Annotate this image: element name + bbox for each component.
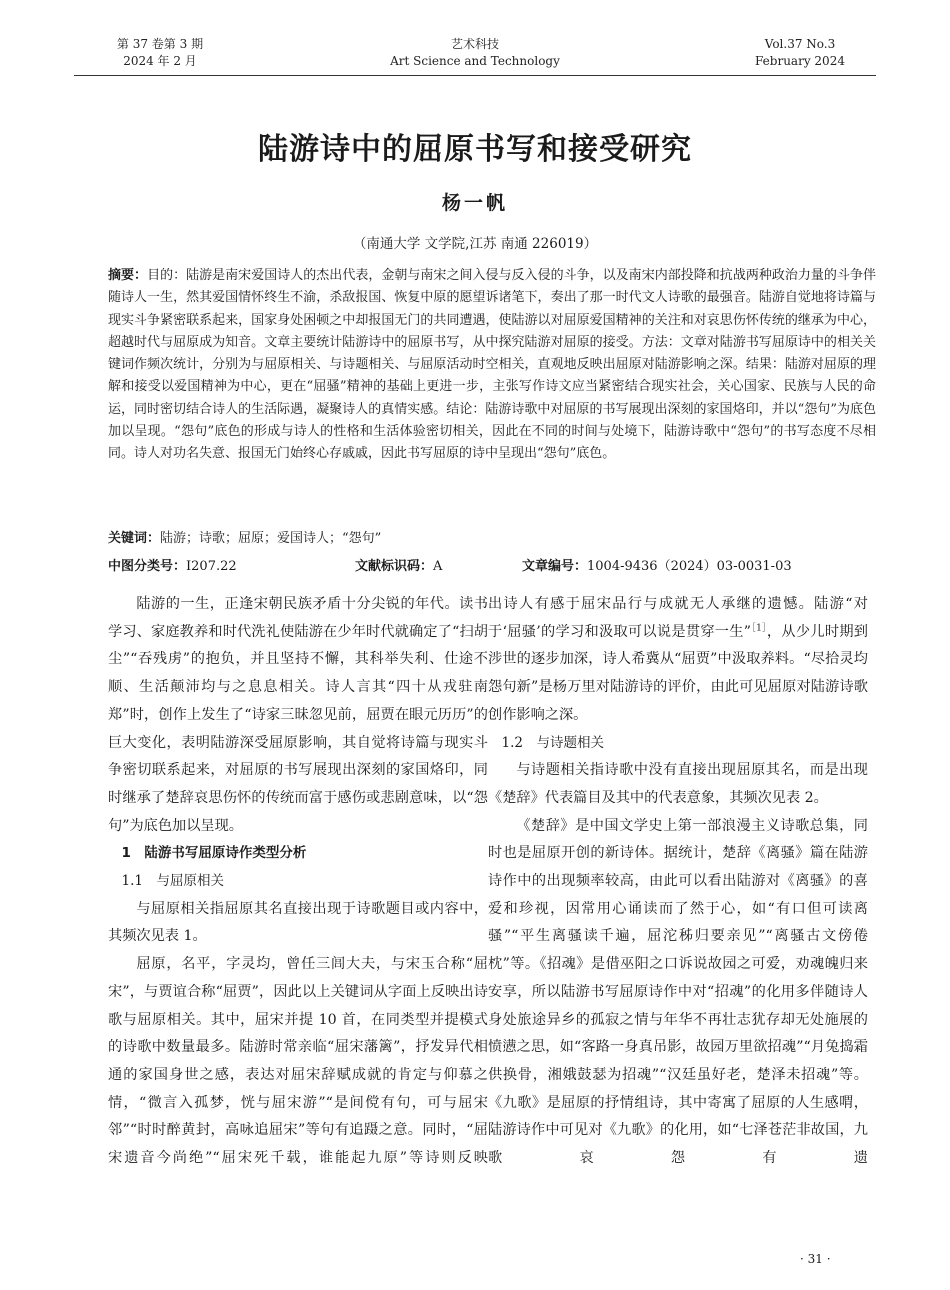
paragraph-text: ，从少儿时期到涉世的逐步加深，诗人希冀从“屈贾”中汲取养料。“尽拾灵均怨句新”是杨万里对陆游诗的评价，由此可见屈原对陆游诗歌创作影响之深。 xyxy=(488,623,868,723)
paper-title: 陆游诗中的屈原书写和接受研究 xyxy=(258,132,692,167)
body-paragraph: 《楚辞》是中国文学史上第一部浪漫主义诗歌总集，同时也是屈原开创的新诗体。据统计，楚辞《离骚》篇在陆游诗作中的出现频率较高，由此可以看出陆游对《离骚》的喜爱和珍视，因常用心诵读而了然于心，如“有口但可读离骚”“平生离骚读千遍，屈沱秭归要亲见”“离骚古文傍倦枕”等。《招魂》是借巫阳之口诉说故园之可爱，劝魂魄归来安享，所以陆游书写屈原诗作中对“招魂”的化用多伴随诗人身处旅途异乡的孤寂之情与年华不再壮志犹存却无处施展的愤懑之思，如“客路一身真吊影，故园万里欲招魂”“月兔捣霜供换骨，湘娥鼓瑟为招魂”“汉廷虽好老，楚泽未招魂”等。《九歌》是屈原的抒情组诗，其中寄寓了屈原的人生感喟，陆游诗作中可见对《九歌》的化用，如“七泽苍茫非故国，九歌哀怨有遗 xyxy=(488,817,868,1167)
author-affiliation: （南通大学 文学院,江苏 南通 226019） xyxy=(352,236,598,252)
classification-label: 中图分类号： xyxy=(108,559,187,574)
body-paragraph: 陆游的一生，正逢宋朝民族矛盾十分尖锐的年代。读书学习、家庭教养和时代洗礼使陆游在少年时代就确定了“扫胡尘”“吞残虏”的抱负，并且坚持不懈，其科举失利、仕途不顺、生活颠沛均与之息息相关。诗人言其“四十从戎驻南郑”时，创作上发生了“诗家三昧忽见前，屈贾在眼元历历”的巨大变化，表明陆游深受屈原影响，其自觉将诗篇与现实斗争密切联系起来，对屈原的书写展现出深刻的家国烙印，同时继承了楚辞哀思伤怀的传统而富于感伤或悲剧意味，以“怨句”为底色加以呈现。 xyxy=(108,596,488,834)
document-code xyxy=(355,557,442,577)
keywords xyxy=(108,529,381,549)
header-volume: 第 37 卷第 3 期 xyxy=(116,37,204,51)
classification-number xyxy=(108,557,237,577)
body-paragraph-continued xyxy=(488,591,868,730)
header-divider xyxy=(74,75,876,76)
document-code-label: 文献标识码： xyxy=(355,559,434,574)
body-right-column xyxy=(488,591,868,1173)
paragraph-text: 出诗人有感于屈宋品行与成就无人承继的遗憾。陆游“对于‘屈骚’的学习和汲取可以说是贯穿一生” xyxy=(488,596,868,640)
section-heading-1-1: 1.1 与屈原相关 xyxy=(121,873,224,890)
keywords-label: 关键词： xyxy=(108,531,161,546)
citation-reference: ［1］ xyxy=(751,622,767,633)
header-journal xyxy=(355,36,595,70)
page-number: · 31 · xyxy=(800,1252,831,1266)
section-heading-1: 1 陆游书写屈原诗作类型分析 xyxy=(121,845,307,862)
keywords-text: 陆游；诗歌；屈原；爱国诗人；“怨句” xyxy=(160,531,382,546)
header-journal-cn: 艺术科技 xyxy=(450,37,499,51)
article-id-label: 文章编号： xyxy=(522,559,588,574)
article-id-value: 1004-9436（2024）03-0031-03 xyxy=(587,559,792,574)
header-issue xyxy=(100,36,220,70)
document-code-value: A xyxy=(433,559,443,574)
abstract xyxy=(108,265,876,466)
abstract-label: 摘要： xyxy=(108,268,148,283)
header-date: 2024 年 2 月 xyxy=(123,54,197,68)
classification-value: I207.22 xyxy=(186,559,237,574)
header-journal-en: Art Science and Technology xyxy=(390,54,560,68)
header-date-en: February 2024 xyxy=(755,54,845,68)
author-name: 杨一帆 xyxy=(441,192,508,214)
body-paragraph: 与诗题相关指诗歌中没有直接出现屈原其名，而是出现《楚辞》代表篇目及其中的代表意象，其频次见表 2。 xyxy=(488,762,868,806)
header-volume-en: Vol.37 No.3 xyxy=(764,37,836,51)
article-id xyxy=(522,557,792,577)
section-heading-1-2: 1.2 与诗题相关 xyxy=(501,734,604,751)
body-left-column xyxy=(108,591,488,1173)
body-paragraph: 与屈原相关指屈原其名直接出现于诗歌题目或内容中，其频次见表 1。 xyxy=(108,900,488,945)
header-issue-en xyxy=(730,36,870,70)
body-paragraph: 屈原，名平，字灵均，曾任三闾大夫，与宋玉合称“屈宋”，与贾谊合称“屈贾”，因此以上关键词从字面上反映出诗歌与屈原相关。其中，屈宋并提 10 首，在同类型并提模式的诗歌中数量最多。陆游时常亲临“屈宋藩篱”，抒发异代相通的家国身世之感，表达对屈宋辞赋成就的肯定与仰慕之情，“微言入孤梦，恍与屈宋游”“是间傥有句，可与屈宋邻”“时时醉黄封，高咏追屈宋”等句有追蹑之意。同时，“屈宋遗音今尚绝”“屈宋死千载，谁能起九原”等诗则反映 xyxy=(108,956,488,1167)
abstract-text: 目的：陆游是南宋爱国诗人的杰出代表，金朝与南宋之间入侵与反入侵的斗争，以及南宋内部投降和抗战两种政治力量的斗争伴随诗人一生，然其爱国情怀终生不渝，杀敌报国、恢复中原的愿望诉诸笔下，奏出了那一时代文人诗歌的最强音。陆游自觉地将诗篇与现实斗争紧密联系起来，国家身处困顿之中却报国无门的共同遭遇，使陆游以对屈原爱国精神的关注和对哀思伤怀传统的继承为中心，超越时代与屈原成为知音。文章主要统计陆游诗中的屈原书写，从中探究陆游对屈原的接受。方法：文章对陆游书写屈原诗中的相关关键词作频次统计，分别为与屈原相关、与诗题相关、与屈原活动时空相关，直观地反映出屈原对陆游影响之深。结果：陆游对屈原的理解和接受以爱国精神为中心，更在“屈骚”精神的基础上更进一步，主张写作诗文应当紧密结合现实社会，关心国家、民族与人民的命运，同时密切结合诗人的生活际遇，凝聚诗人的真情实感。结论：陆游诗歌中对屈原的书写展现出深刻的家国烙印，并以“怨句”为底色加以呈现。“怨句”底色的形成与诗人的性格和生活体验密切相关，因此在不同的时间与处境下，陆游诗歌中“怨句”的书写态度不尽相同。诗人对功名失意、报国无门始终心存戚戚，因此书写屈原的诗中呈现出“怨句”底色。 xyxy=(108,268,876,462)
